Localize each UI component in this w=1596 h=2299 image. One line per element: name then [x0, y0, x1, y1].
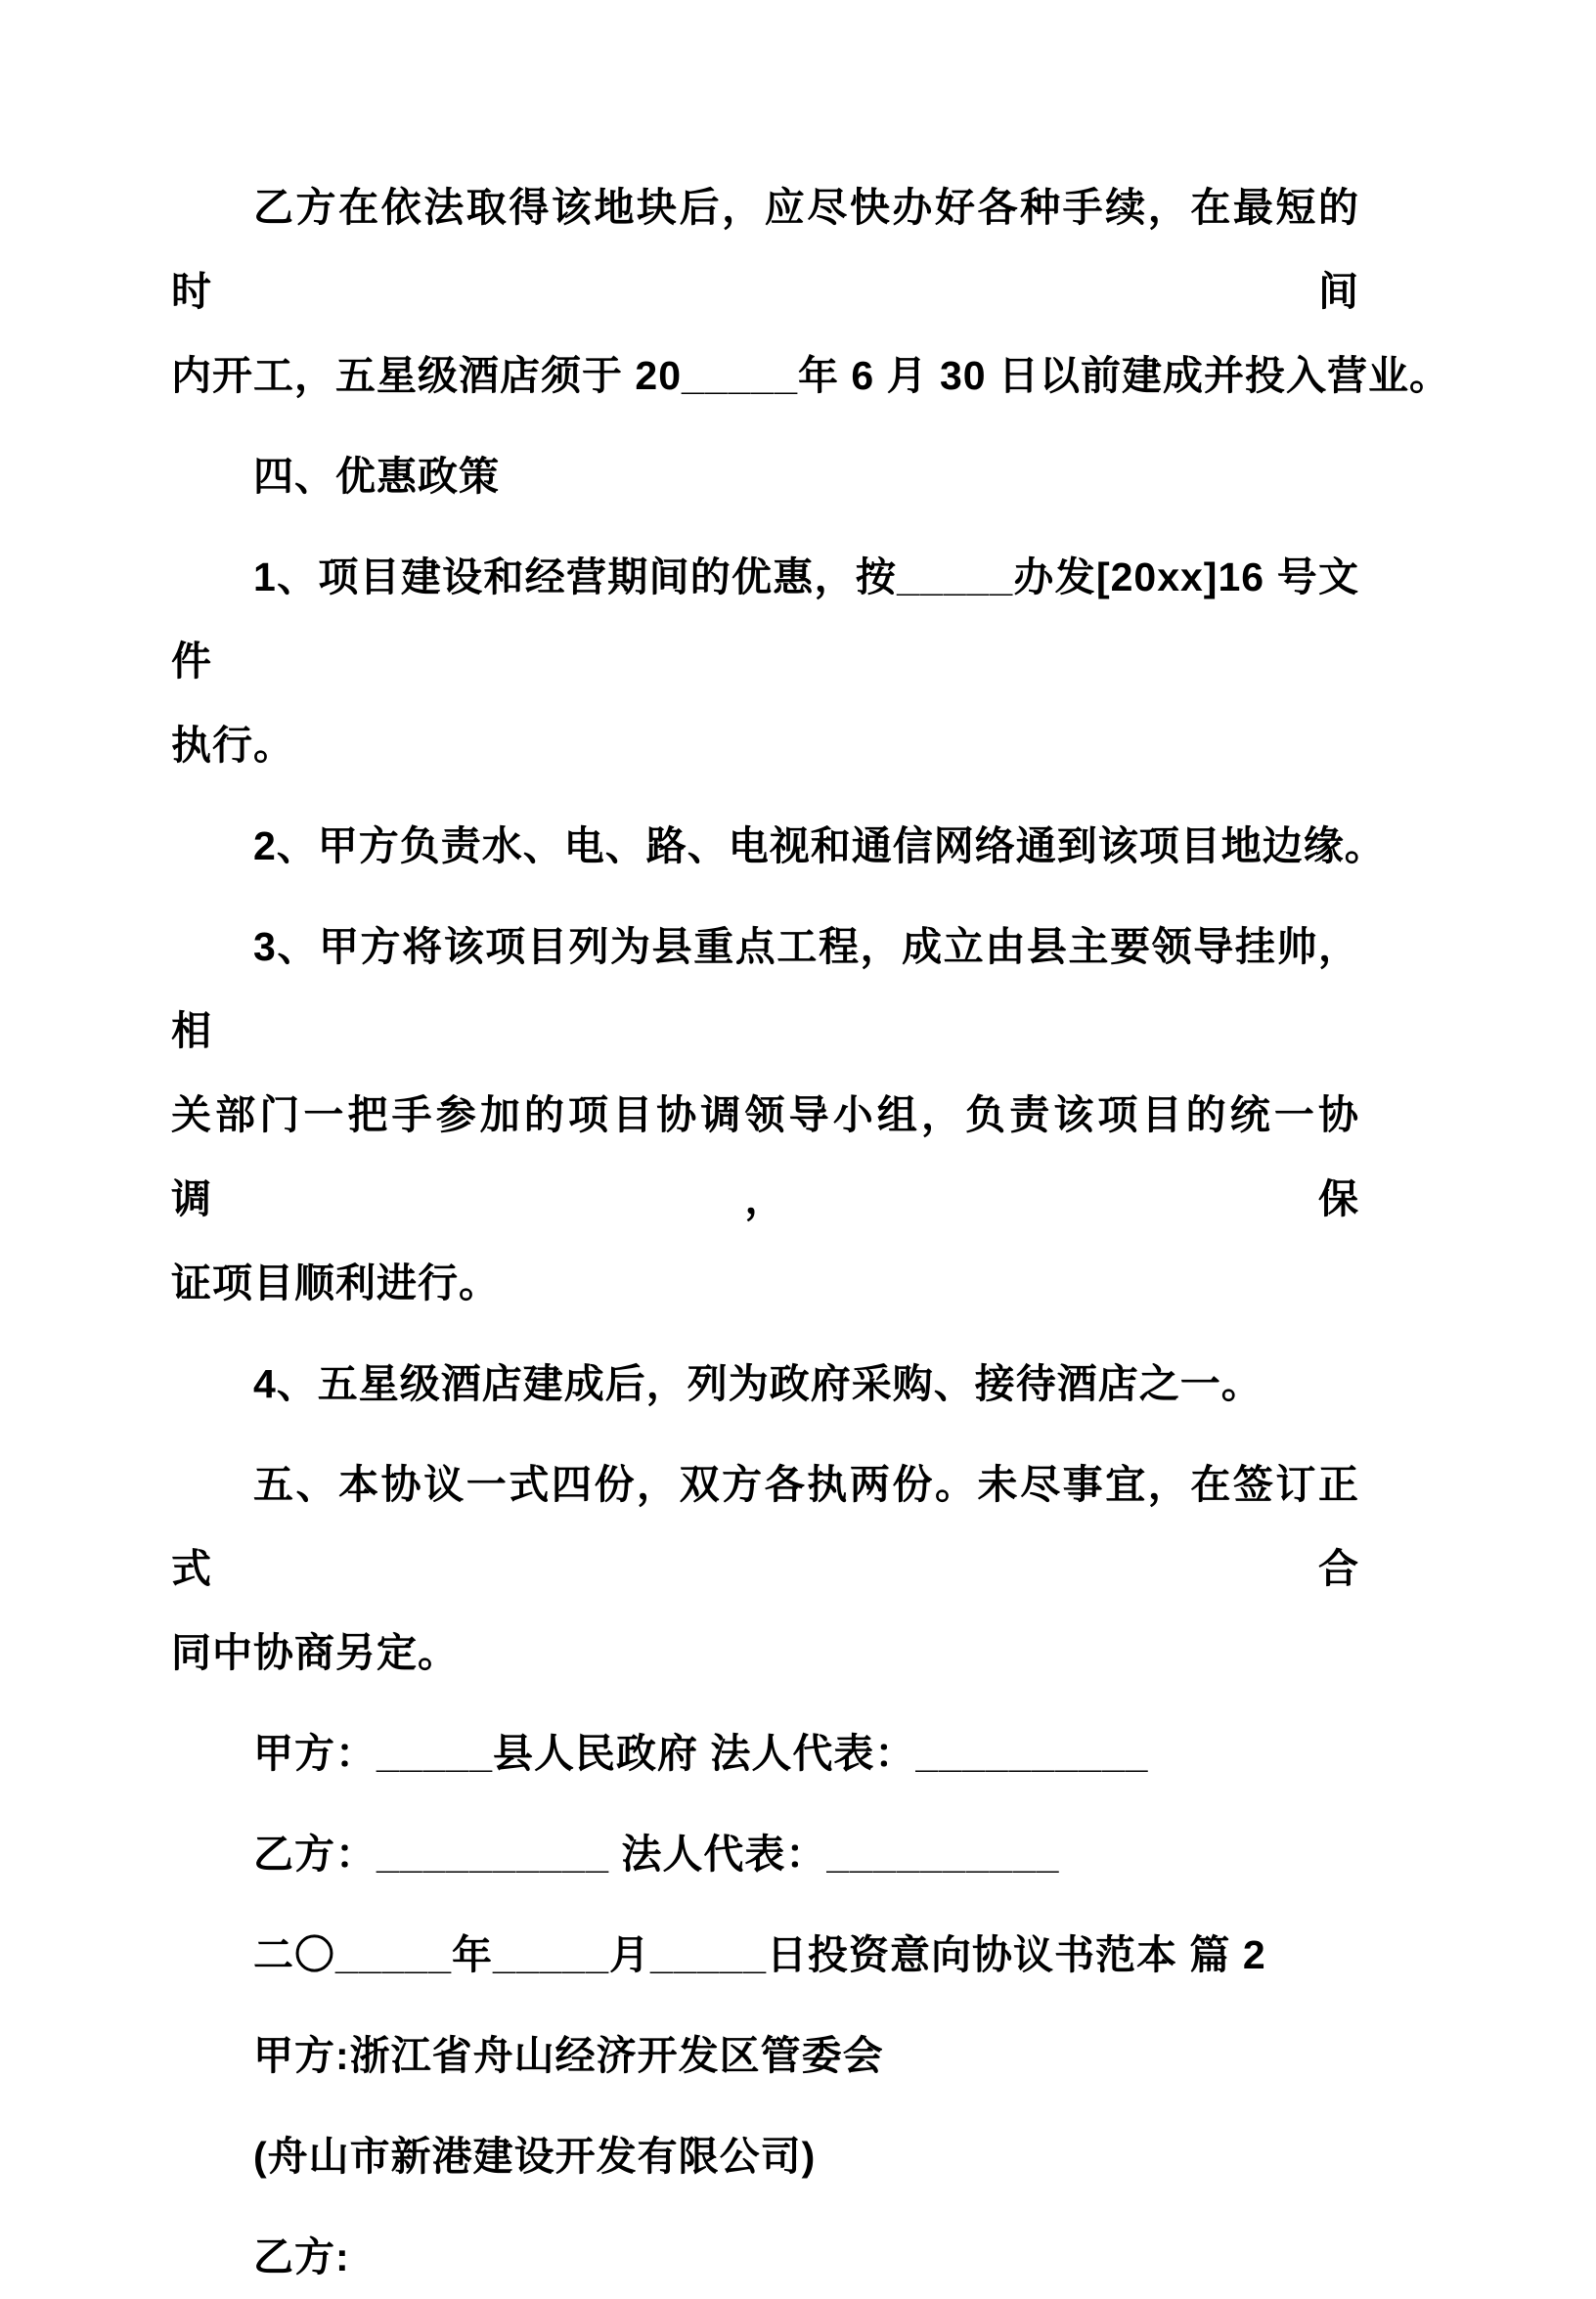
text-line: 乙方：__________ 法人代表：__________	[253, 1832, 1060, 1877]
text-line: 3、甲方将该项目列为县重点工程，成立由县主要领导挂帅，相	[171, 924, 1359, 1053]
text-line: 关部门一把手参加的项目协调领导小组，负责该项目的统一协调，保	[171, 1092, 1359, 1221]
text-line: 乙方:	[253, 2234, 350, 2279]
text-line: 五、本协议一式四份，双方各执两份。未尽事宜，在签订正式合	[171, 1462, 1359, 1591]
text-line: 证项目顺利进行。	[171, 1260, 500, 1305]
text-line: 乙方在依法取得该地块后，应尽快办好各种手续，在最短的时间	[171, 185, 1359, 314]
text-line: 四、优惠政策	[253, 454, 500, 499]
text-line: 4、五星级酒店建成后，列为政府采购、接待酒店之一。	[253, 1361, 1263, 1406]
text-line: (舟山市新港建设开发有限公司)	[253, 2134, 817, 2179]
document-body	[171, 149, 1450, 2299]
text-line: 甲方：_____县人民政府 法人代表：__________	[253, 1731, 1149, 1776]
text-line: 同中协商另定。	[171, 1630, 459, 1675]
text-line: 执行。	[171, 723, 294, 768]
text-line: 二〇_____年_____月_____日投资意向协议书范本 篇 2	[253, 1932, 1266, 1977]
text-line: 1、项目建设和经营期间的优惠，按_____办发[20xx]16 号文件	[171, 554, 1359, 684]
text-line: 2、甲方负责水、电、路、电视和通信网络通到该项目地边缘。	[253, 823, 1386, 868]
text-line: 内开工，五星级酒店须于 20_____年 6 月 30 日以前建成并投入营业。	[171, 353, 1450, 398]
text-line: 甲方:浙江省舟山经济开发区管委会	[253, 2033, 884, 2078]
